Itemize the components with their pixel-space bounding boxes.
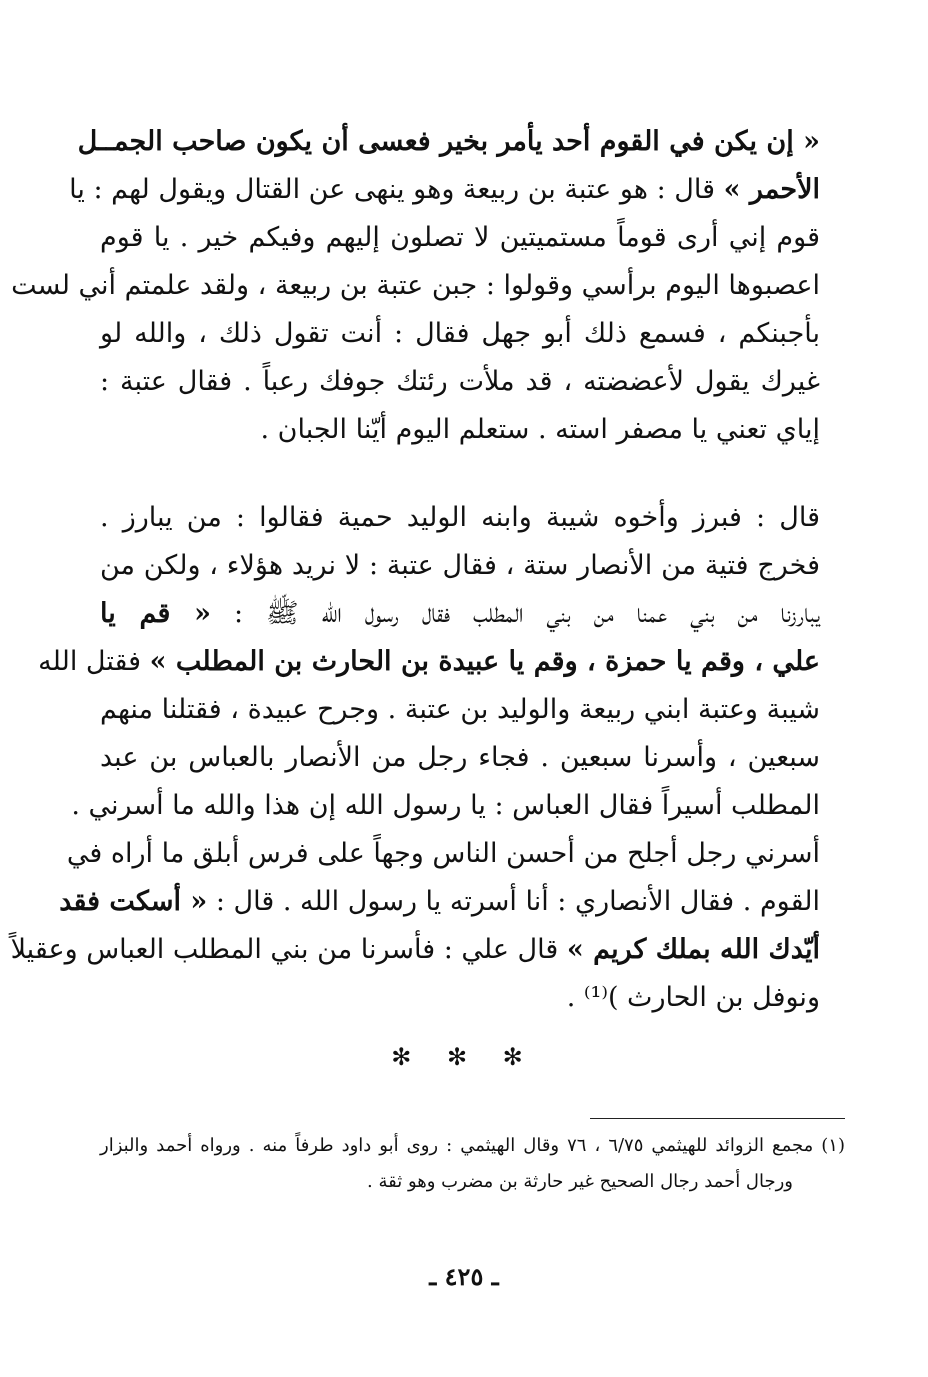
paragraph-1 xyxy=(11,118,821,454)
body-text: شيبة وعتبة ابني ربيعة والوليد بن عتبة . وجرح عبيدة ، فقتلنا منهم xyxy=(100,694,820,725)
text-line xyxy=(77,118,820,166)
body-text: قال علي : فأسرنا من بني المطلب العباس وعقيلاً xyxy=(10,934,567,965)
text-line xyxy=(100,686,820,734)
body-text: أسرني رجل أجلح من أحسن الناس وجهاً على فرس أبلق ما أراه في xyxy=(66,838,820,869)
text-line xyxy=(10,926,820,974)
quote-text: « إن يكن في القوم أحد يأمر بخير فعسى أن يكون صاحب الجمــل xyxy=(77,126,820,157)
footnote-line: (١) مجمع الزوائد للهيثمي ٦/٧٥ ، ٧٦ وقال الهيثمي : روى أبو داود طرفاً منه . ورواه أحمد والبزار xyxy=(100,1135,845,1156)
body-text: القوم . فقال الأنصاري : أنا أسرته يا رسول الله . قال : xyxy=(207,886,820,917)
body-text: قوم إني أرى قوماً مستميتين لا تصلون إليهم وفيكم خير . يا قوم xyxy=(100,222,820,253)
body-text: يبارزنا من بني عمنا من بني المطلب فقال رسول الله ﷺ : xyxy=(211,598,820,629)
page-number: ـ ٤٢٥ ـ xyxy=(429,1262,499,1291)
text-line xyxy=(69,166,820,214)
body-text: فقتل الله xyxy=(38,646,150,677)
body-text: سبعين ، وأسرنا سبعين . فجاء رجل من الأنصار بالعباس بن عبد xyxy=(100,742,820,773)
text-line xyxy=(71,782,820,830)
body-text: إياي تعني يا مصفر استه . ستعلم اليوم أيّنا الجبان . xyxy=(260,414,820,445)
footnote-line: ورجال أحمد رجال الصحيح غير حارثة بن مضرب وهو ثقة . xyxy=(367,1171,793,1192)
paragraph-2 xyxy=(10,494,820,1022)
body-text: ونوفل بن الحارث )⁽¹⁾ . xyxy=(566,982,820,1013)
body-text: فخرج فتية من الأنصار ستة ، فقال عتبة : لا نريد هؤلاء ، ولكن من xyxy=(100,550,820,581)
footnote-divider xyxy=(590,1118,845,1119)
text-line xyxy=(66,830,820,878)
text-line xyxy=(100,542,820,590)
text-line xyxy=(100,406,820,454)
text-line xyxy=(100,974,820,1022)
text-line xyxy=(100,358,820,406)
footnotes xyxy=(100,1128,845,1200)
text-line xyxy=(100,310,820,358)
quote-text: أيّدك الله بملك كريم » xyxy=(566,934,820,965)
text-line xyxy=(38,638,820,686)
quote-text: « قم يا xyxy=(100,598,212,629)
text-line xyxy=(59,878,820,926)
text-line xyxy=(100,214,820,262)
quote-text: الأحمر » xyxy=(723,174,820,205)
body-text: بأجبنكم ، فسمع ذلك أبو جهل فقال : أنت تقول ذلك ، والله لو xyxy=(100,318,821,349)
section-separator: ✻ ✻ ✻ xyxy=(391,1043,537,1071)
text-line xyxy=(100,494,820,542)
body-text: قال : هو عتبة بن ربيعة وهو ينهى عن القتال ويقول لهم : يا xyxy=(69,174,724,205)
quote-text: « أسكت فقد xyxy=(59,886,208,917)
body-text: المطلب أسيراً فقال العباس : يا رسول الله إن هذا والله ما أسرني . xyxy=(71,790,820,821)
body-text: قال : فبرز وأخوه شيبة وابنه الوليد حمية فقالوا : من يبارز . xyxy=(100,502,820,533)
body-text: اعصبوها اليوم برأسي وقولوا : جبن عتبة بن ربيعة ، ولقد علمتم أني لست xyxy=(11,270,820,301)
text-line xyxy=(11,262,820,310)
text-line xyxy=(100,590,820,638)
quote-text: علي ، وقم يا حمزة ، وقم يا عبيدة بن الحارث بن المطلب » xyxy=(149,646,820,677)
body-text: غيرك يقول لأعضضته ، قد ملأت رئتك جوفك رعباً . فقال عتبة : xyxy=(100,366,820,397)
text-line xyxy=(100,734,820,782)
